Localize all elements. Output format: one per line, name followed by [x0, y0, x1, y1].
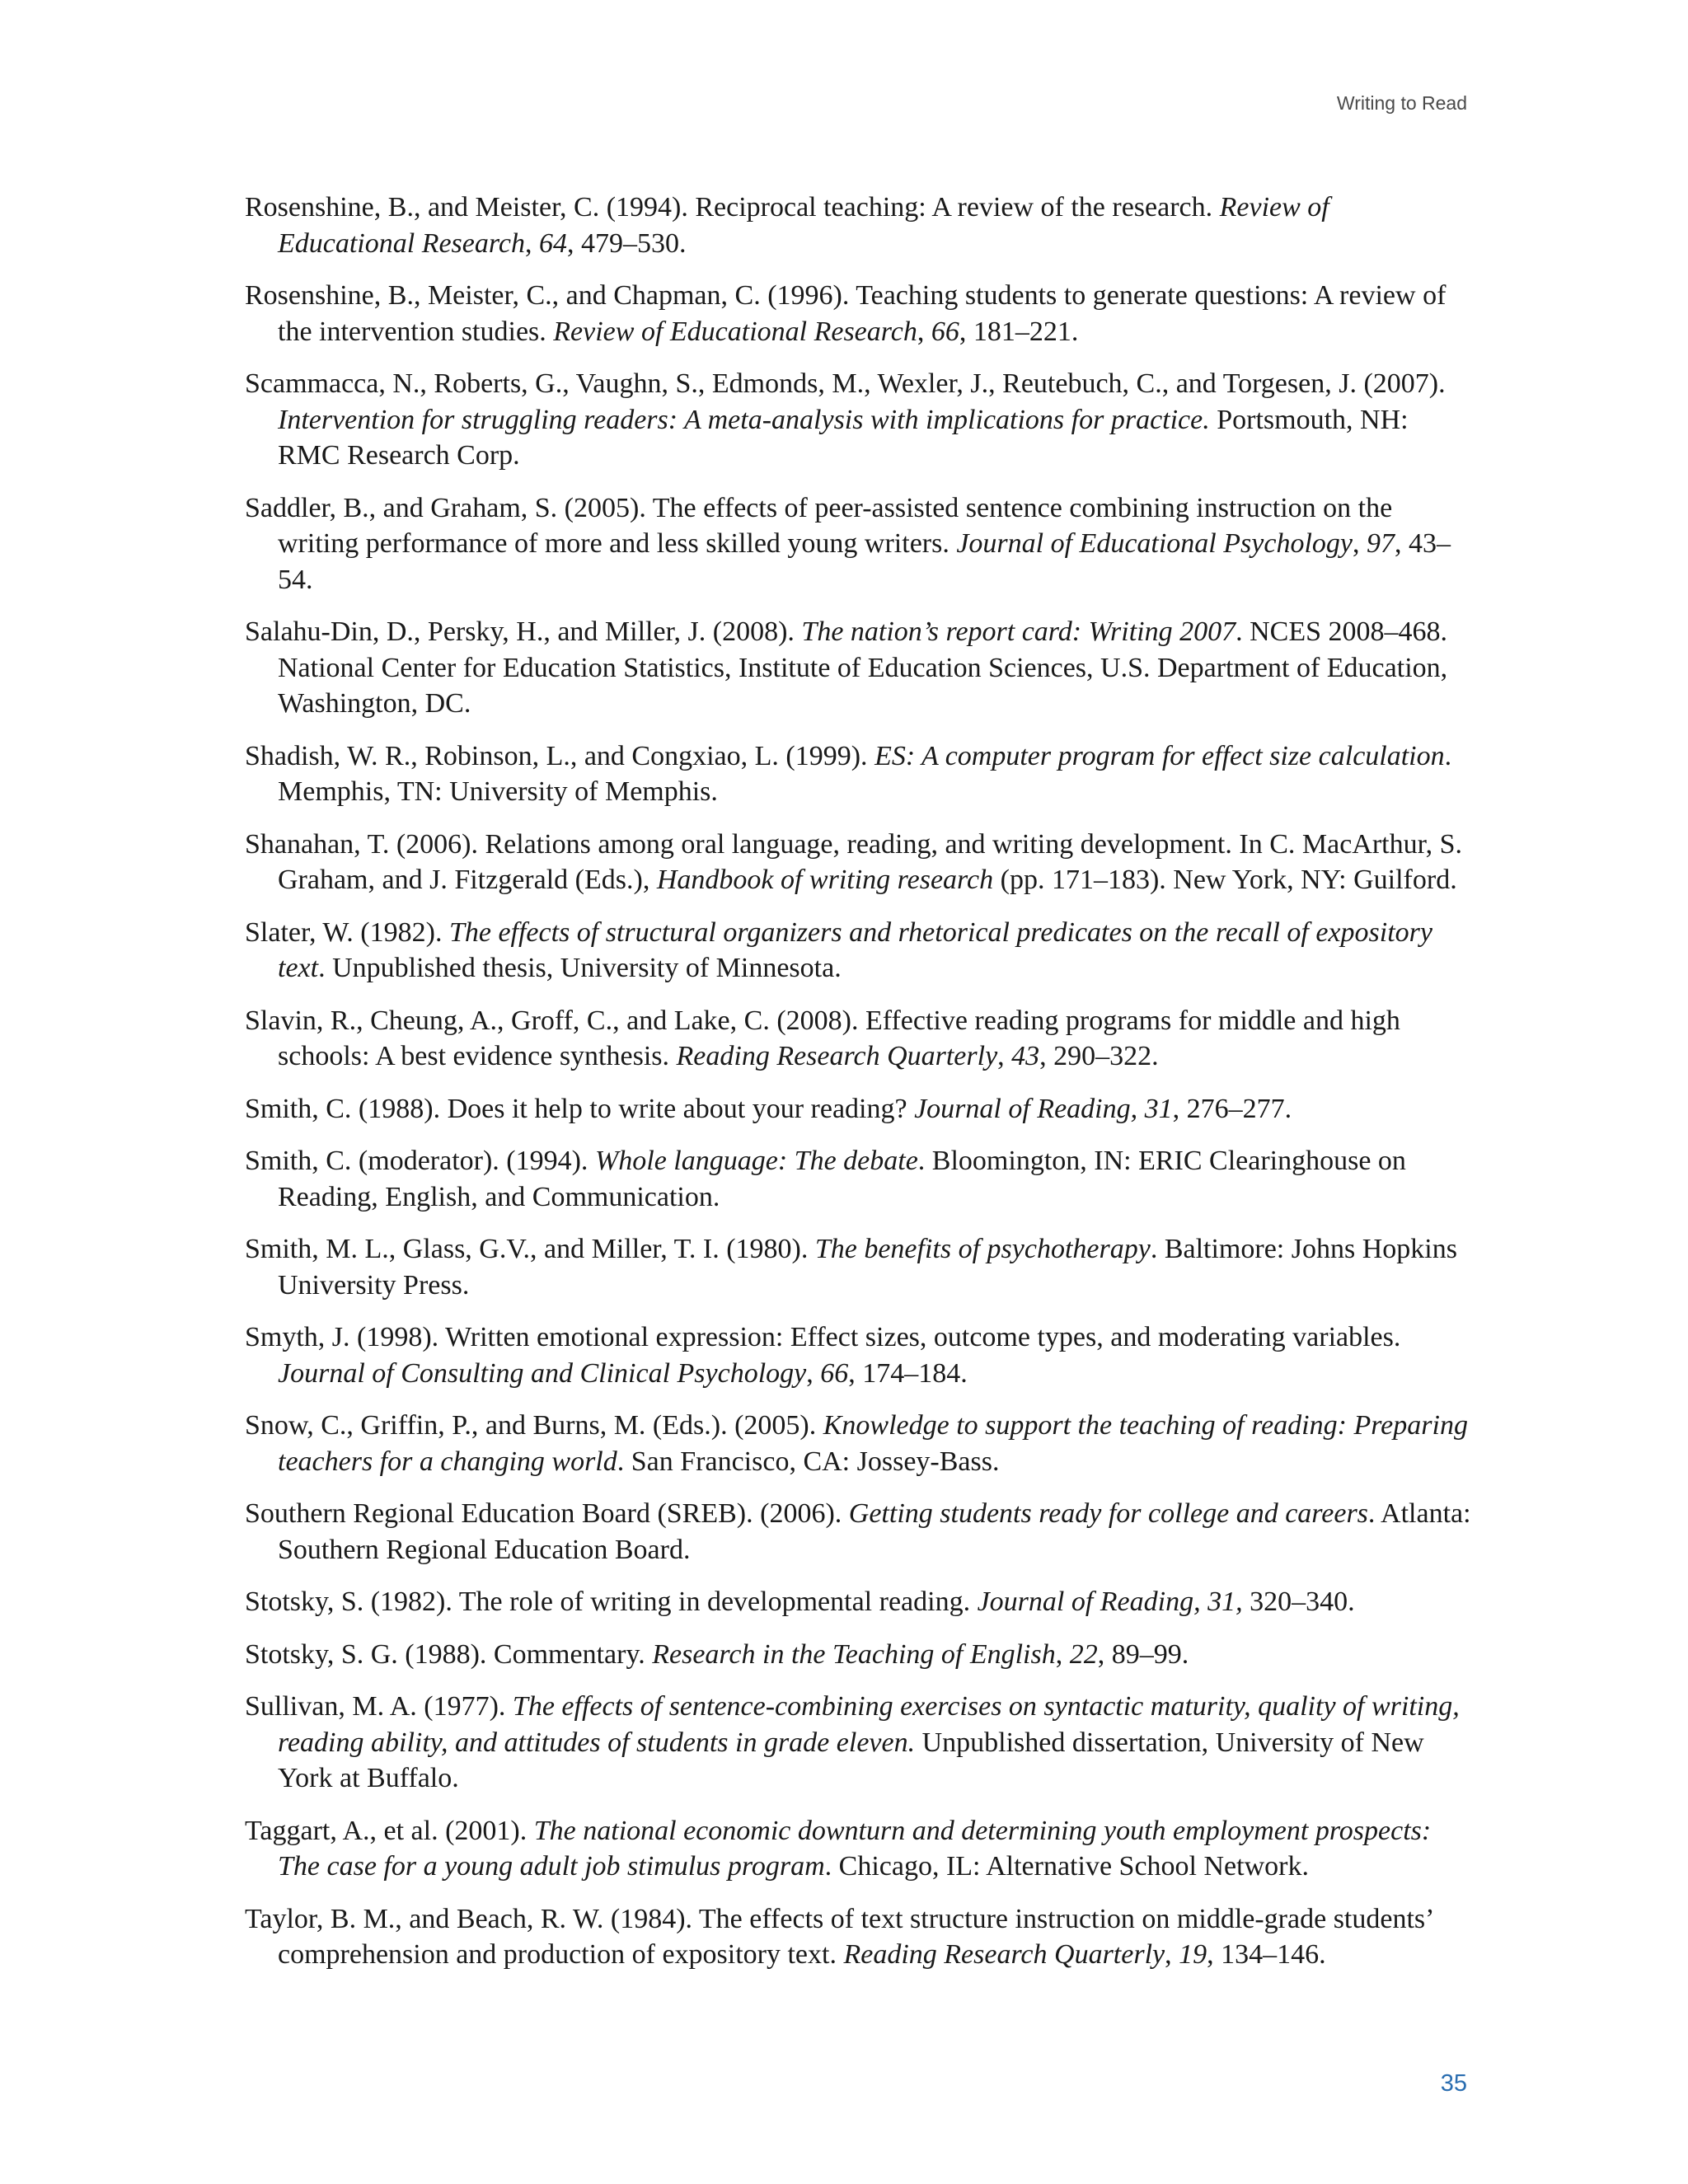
reference-entry	[245, 1584, 1473, 1620]
ref-italic: Research in the Teaching of English	[652, 1638, 1056, 1670]
ref-italic-volume: 66	[820, 1357, 849, 1389]
ref-text: Snow, C., Griffin, P., and Burns, M. (Eds.). (2005).	[245, 1410, 823, 1441]
ref-text: , 276–277.	[1172, 1093, 1292, 1124]
ref-text: , 89–99.	[1097, 1638, 1189, 1670]
reference-entry	[245, 1901, 1473, 1973]
ref-text: Scammacca, N., Roberts, G., Vaughn, S., Edmonds, M., Wexler, J., Reutebuch, C., and Torgesen, J. (2007).	[245, 368, 1446, 399]
ref-text: . Baltimore: Johns Hopkins University Press.	[278, 1234, 1457, 1301]
reference-entry	[245, 490, 1473, 598]
reference-entry	[245, 1813, 1473, 1885]
ref-text: (pp. 171–183). New York, NY: Guilford.	[993, 865, 1457, 895]
ref-text: . Bloomington, IN: ERIC Clearinghouse on Reading, English, and Communication.	[278, 1146, 1406, 1212]
ref-text: Smyth, J. (1998). Written emotional expression: Effect sizes, outcome types, and moderating variables.	[245, 1322, 1401, 1352]
ref-italic: Journal of Consulting and Clinical Psychology	[278, 1357, 807, 1389]
ref-text: Rosenshine, B., and Meister, C. (1994). Reciprocal teaching: A review of the research.	[245, 192, 1220, 223]
ref-text: Stotsky, S. (1982). The role of writing in developmental reading.	[245, 1586, 978, 1617]
reference-entry	[245, 1689, 1473, 1797]
ref-text: , 479–530.	[566, 227, 687, 259]
ref-text: Smith, C. (moderator). (1994).	[245, 1146, 595, 1176]
ref-italic: Handbook of writing research	[656, 865, 994, 895]
ref-text: , 181–221.	[959, 316, 1079, 347]
ref-text: Smith, C. (1988). Does it help to write about your reading?	[245, 1093, 915, 1124]
reference-entry	[245, 1496, 1473, 1568]
ref-italic: Review of Educational Research	[553, 316, 917, 347]
ref-text: ,	[524, 227, 539, 259]
ref-text: Stotsky, S. G. (1988). Commentary.	[245, 1638, 653, 1670]
reference-entry	[245, 738, 1473, 810]
ref-italic-volume: 22	[1069, 1638, 1098, 1670]
page-number: 35	[1440, 2070, 1467, 2097]
ref-italic: Getting students ready for college and careers	[848, 1498, 1368, 1529]
ref-italic: Intervention for struggling readers: A meta-analysis with implications for practice.	[278, 404, 1210, 435]
ref-italic-volume: 43	[1011, 1041, 1040, 1071]
reference-entry	[245, 1091, 1473, 1127]
reference-entry	[245, 614, 1473, 722]
ref-italic: Reading Research Quarterly	[676, 1041, 998, 1071]
running-head: Writing to Read	[1336, 92, 1467, 114]
ref-italic: Reading Research Quarterly	[843, 1939, 1165, 1970]
ref-text: , 43–54.	[278, 528, 1451, 595]
ref-italic: ES: A computer program for effect size calculation	[874, 740, 1445, 771]
ref-text: . Unpublished thesis, University of Minnesota.	[318, 953, 842, 983]
ref-text: . Chicago, IL: Alternative School Network.	[824, 1851, 1309, 1882]
ref-text: , 290–322.	[1039, 1041, 1159, 1071]
reference-entry	[245, 366, 1473, 474]
ref-text: Taggart, A., et al. (2001).	[245, 1815, 534, 1846]
ref-text: ,	[1055, 1638, 1070, 1670]
ref-italic: Whole language: The debate	[594, 1146, 918, 1176]
ref-italic: Journal of Reading, 31	[914, 1093, 1173, 1124]
ref-italic-volume: 97	[1366, 528, 1395, 559]
reference-entry	[245, 190, 1473, 261]
reference-entry	[245, 1408, 1473, 1479]
ref-text: . Memphis, TN: University of Memphis.	[278, 740, 1452, 807]
reference-entry	[245, 915, 1473, 987]
ref-italic: Journal of Reading, 31,	[977, 1586, 1243, 1617]
ref-text: . Atlanta: Southern Regional Education Board.	[278, 1498, 1471, 1565]
ref-text: ,	[1352, 528, 1367, 559]
reference-entry	[245, 827, 1473, 898]
ref-italic: The effects of sentence-combining exercises on syntactic maturity, quality of writing, reading ability, and attitudes of students in grade eleven.	[278, 1691, 1460, 1758]
reference-entry	[245, 1637, 1473, 1673]
ref-italic: The effects of structural organizers and rhetorical predicates on the recall of expository text	[278, 916, 1432, 983]
ref-italic: Knowledge to support the teaching of reading: Preparing teachers for a changing world	[278, 1410, 1468, 1477]
ref-text: Sullivan, M. A. (1977).	[245, 1691, 513, 1722]
ref-italic: The nation’s report card: Writing 2007	[801, 616, 1236, 647]
ref-text: Portsmouth, NH: RMC Research Corp.	[278, 404, 1409, 471]
ref-text: ,	[1165, 1939, 1179, 1970]
ref-italic-volume: 64	[538, 227, 567, 259]
ref-text: Salahu-Din, D., Persky, H., and Miller, J. (2008).	[245, 616, 802, 647]
ref-text: . NCES 2008–468. National Center for Education Statistics, Institute of Education Sciences, U.S. Department of Education, Washington, DC.	[278, 616, 1448, 719]
ref-italic-volume: 19	[1179, 1939, 1207, 1970]
ref-text: 320–340.	[1242, 1586, 1355, 1617]
ref-italic: Journal of Educational Psychology	[956, 528, 1353, 559]
ref-text: . San Francisco, CA: Jossey-Bass.	[617, 1446, 1000, 1477]
ref-text: Taylor, B. M., and Beach, R. W. (1984). The effects of text structure instruction on middle-grade students’ comprehension and production of expository text.	[245, 1903, 1432, 1970]
ref-text: Rosenshine, B., Meister, C., and Chapman, C. (1996). Teaching students to generate questions: A review of the intervention studies.	[245, 280, 1447, 347]
reference-entry	[245, 1003, 1473, 1075]
ref-text: Shanahan, T. (2006). Relations among oral language, reading, and writing development. In C. MacArthur, S. Graham, and J. Fitzgerald (Eds.),	[245, 828, 1462, 895]
ref-text: ,	[917, 316, 931, 347]
ref-italic: Review of Educational Research	[278, 192, 1329, 259]
ref-text: Southern Regional Education Board (SREB). (2006).	[245, 1498, 849, 1529]
ref-text: Slater, W. (1982).	[245, 916, 449, 948]
ref-italic: The benefits of psychotherapy	[814, 1234, 1151, 1264]
ref-text: Unpublished dissertation, University of New York at Buffalo.	[278, 1727, 1424, 1793]
ref-text: Slavin, R., Cheung, A., Groff, C., and Lake, C. (2008). Effective reading programs for middle and high schools: A best evidence synthesis.	[245, 1005, 1400, 1071]
ref-text: ,	[806, 1357, 821, 1389]
ref-text: Saddler, B., and Graham, S. (2005). The effects of peer-assisted sentence combining instruction on the writing performance of more and less skilled young writers.	[245, 492, 1393, 559]
reference-entry	[245, 1143, 1473, 1215]
reference-entry	[245, 278, 1473, 349]
ref-italic: The national economic downturn and determining youth employment prospects: The case for a young adult job stimulus program	[278, 1815, 1432, 1882]
reference-entry	[245, 1231, 1473, 1303]
ref-text: Shadish, W. R., Robinson, L., and Congxiao, L. (1999).	[245, 740, 875, 771]
reference-list	[245, 190, 1473, 1990]
ref-text: , 134–146.	[1207, 1939, 1326, 1970]
ref-text: Smith, M. L., Glass, G.V., and Miller, T. I. (1980).	[245, 1234, 815, 1264]
ref-italic-volume: 66	[931, 316, 959, 347]
reference-entry	[245, 1319, 1473, 1391]
ref-text: , 174–184.	[848, 1357, 968, 1389]
ref-text: ,	[997, 1041, 1012, 1071]
